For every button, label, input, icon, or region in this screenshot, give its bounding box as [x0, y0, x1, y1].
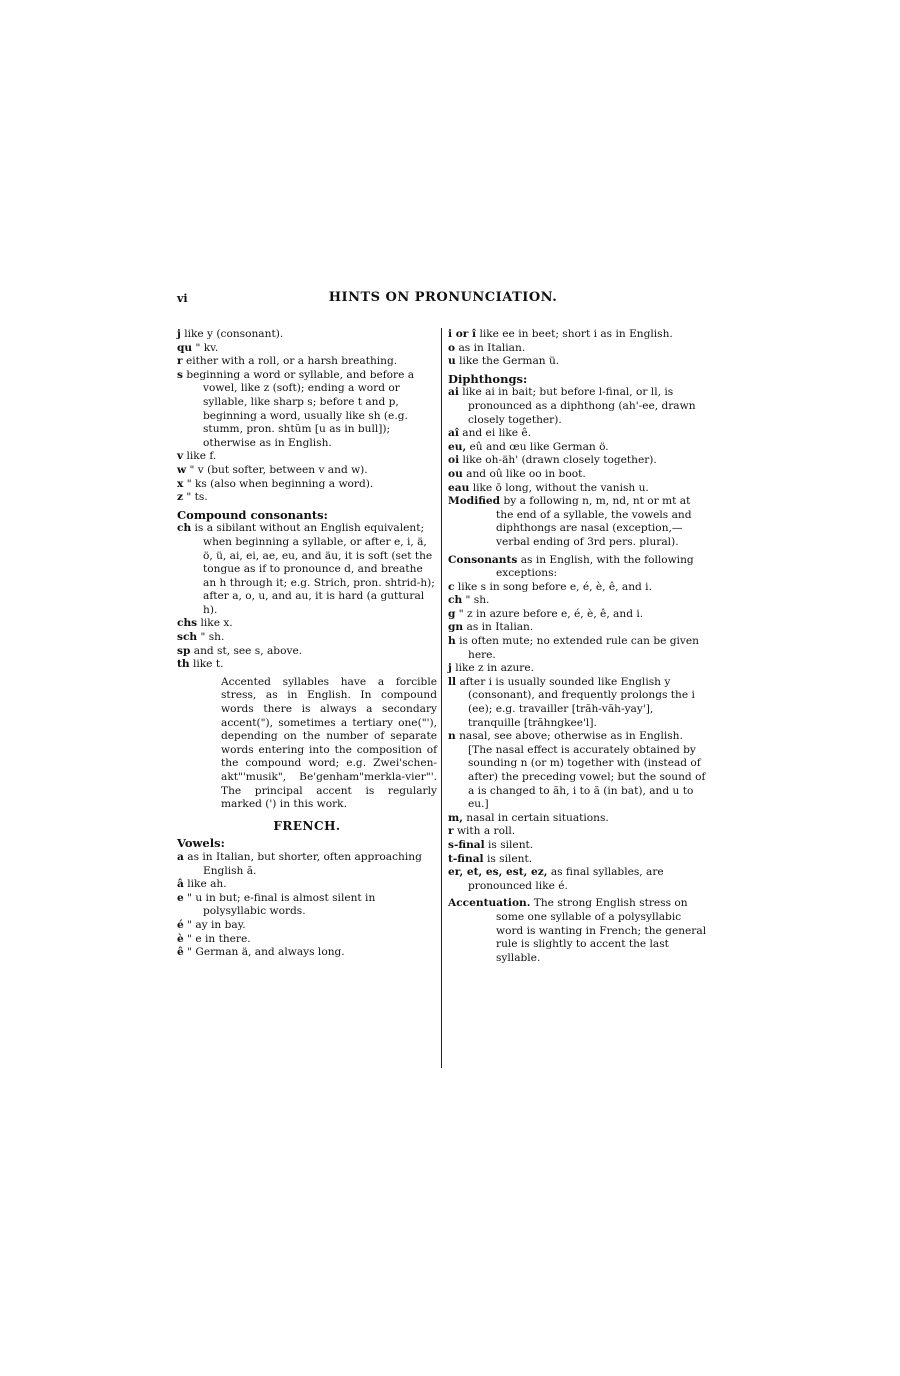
entry-key: sch [177, 631, 198, 644]
entry-key: g [448, 607, 456, 620]
entry-text: " v (but softer, between v and w). [189, 463, 368, 476]
entry-key: ê [177, 946, 184, 959]
list-item [177, 645, 437, 659]
list-item [177, 878, 437, 892]
entry-text: is often mute; no extended rule can be given here. [459, 635, 699, 661]
entry-key: é [177, 918, 184, 931]
entry-text: as in Italian. [466, 621, 534, 634]
entry-key: è [177, 932, 184, 945]
entry-text: is a sibilant without an English equivalent; when beginning a syllable, or after e, i, ä, ö, ü, ai, ei, ae, eu, and äu, it is soft (set the tongue as if to pronounce d, and breathe an h through it; e.g. Strich, pron. shtrid-h); after a, o, u, and au, it is hard (a guttural h). [194, 522, 435, 616]
entry-text: as in Italian. [458, 341, 526, 354]
list-item [448, 454, 709, 468]
list-item [448, 386, 709, 427]
consonants-entry [448, 554, 709, 581]
list-item [448, 853, 709, 867]
list-item [177, 946, 437, 960]
list-item [448, 608, 709, 622]
entry-text: " kv. [195, 341, 219, 354]
entry-key: r [177, 355, 183, 368]
entry-text: like ah. [187, 878, 227, 891]
entry-text: like s in song before e, é, è, ê, and i. [457, 580, 652, 593]
list-item [177, 851, 437, 878]
right-column [448, 328, 709, 965]
list-item [177, 355, 437, 369]
entry-key: a [177, 850, 184, 863]
entry-text: " z in azure before e, é, è, ê, and i. [458, 607, 644, 620]
entry-key: u [448, 355, 456, 368]
entry-key: e [177, 891, 184, 904]
entry-key: n [448, 730, 456, 743]
modified-entry [448, 495, 709, 549]
entry-key: c [448, 580, 455, 593]
list-item [448, 355, 709, 369]
entry-key: o [448, 341, 456, 354]
entry-text: and ei like ê. [462, 427, 532, 440]
entry-text: " sh. [465, 594, 490, 607]
entry-text: beginning a word or syllable, and before a vowel, like z (soft); ending a word or syllable, like sharp s; before t and p, beginning a word, usually like sh (e.g. stumm, pron. shtŭm [u as in bull]); otherwise as in English. [186, 368, 415, 449]
column-divider [441, 328, 442, 1068]
entry-text: is silent. [488, 838, 534, 851]
entry-text: " ts. [186, 491, 208, 504]
entry-text: with a roll. [456, 825, 516, 838]
entry-text: either with a roll, or a harsh breathing. [185, 355, 398, 368]
entry-text: " German ä, and always long. [187, 946, 345, 959]
left-column [177, 328, 437, 960]
entry-key: t-final [448, 852, 484, 865]
entry-key: x [177, 477, 184, 490]
entry-key: th [177, 658, 190, 671]
entry-text: like ai in bait; but before l-final, or ll, is pronounced as a diphthong (ah'-ee, drawn closely together). [462, 386, 696, 426]
entry-text: " e in there. [187, 932, 251, 945]
entry-text: like oh-äh' (drawn closely together). [462, 454, 657, 467]
page-number: vi [177, 292, 188, 305]
list-item [177, 369, 437, 451]
list-item [177, 631, 437, 645]
french-heading: FRENCH. [273, 818, 341, 833]
list-item [448, 635, 709, 662]
list-item [448, 866, 709, 893]
entry-text: " sh. [200, 631, 225, 644]
diphthongs-heading: Diphthongs: [448, 371, 528, 386]
list-item [177, 342, 437, 356]
list-item [448, 662, 709, 676]
list-item [448, 730, 709, 812]
vowels-heading: Vowels: [177, 836, 225, 851]
entry-text: nasal, see above; otherwise as in English. [The nasal effect is accurately obtained by sounding n (or m) together with (instead of after) the preceding vowel; but the sound of a is changed to ăh, i to ă (in bat), and u to eu.] [459, 730, 706, 811]
running-title: HINTS ON PRONUNCIATION. [328, 290, 558, 305]
entry-key: eau [448, 481, 470, 494]
french-consonant-list [448, 581, 709, 894]
entry-key: oi [448, 454, 460, 467]
list-item [448, 812, 709, 826]
list-item [448, 594, 709, 608]
entry-text: like the German ü. [459, 355, 560, 368]
list-item [448, 825, 709, 839]
entry-key: z [177, 491, 184, 504]
entry-key: chs [177, 617, 198, 630]
list-item [177, 328, 437, 342]
entry-text: nasal in certain situations. [466, 811, 609, 824]
entry-text: like z in azure. [455, 662, 534, 675]
accentuation-entry [448, 897, 709, 965]
entry-key: w [177, 463, 187, 476]
list-item [448, 427, 709, 441]
consonants-text: as in English, with the following exceptions: [496, 553, 694, 580]
list-item [448, 839, 709, 853]
list-item [448, 468, 709, 482]
vowel-list [177, 851, 437, 960]
list-item [177, 478, 437, 492]
entry-key: v [177, 450, 184, 463]
entry-key: sp [177, 644, 191, 657]
vowel-continued-list [448, 328, 709, 369]
entry-text: like ō long, without the vanish u. [472, 481, 649, 494]
entry-key: er, et, es, est, ez, [448, 866, 548, 879]
entry-text: like ee in beet; short i as in English. [479, 328, 673, 340]
entry-text: like y (consonant). [184, 328, 284, 340]
entry-text: is silent. [486, 852, 533, 865]
list-item [177, 919, 437, 933]
entry-key: â [177, 878, 184, 891]
list-item [448, 676, 709, 730]
entry-key: aî [448, 427, 459, 440]
list-item [448, 482, 709, 496]
entry-key: qu [177, 341, 193, 354]
list-item [177, 658, 437, 672]
list-item [177, 933, 437, 947]
list-item [177, 464, 437, 478]
entry-text: like f. [186, 450, 217, 463]
list-item [448, 328, 709, 342]
list-item [177, 617, 437, 631]
entry-key: j [177, 328, 181, 340]
entry-key: eu, [448, 440, 467, 453]
entry-key: ch [448, 594, 463, 607]
accentuation-key: Accentuation. [448, 897, 531, 910]
entry-text: and st, see s, above. [193, 644, 303, 657]
entry-text: after i is usually sounded like English y (consonant), and frequently prolongs the i (ee); e.g. travailler [trăh-văh-yay'], tranquille [trăhngkee'l]. [459, 675, 695, 729]
list-item [177, 522, 437, 617]
entry-key: gn [448, 621, 464, 634]
entry-key: ll [448, 675, 457, 688]
accentuation-text: The strong English stress on some one syllable of a polysyllabic word is wanting in French; the general rule is slightly to accent the last syllable. [496, 897, 707, 964]
entry-text: as in Italian, but shorter, often approaching English ă. [187, 850, 422, 877]
list-item [448, 621, 709, 635]
list-item [448, 581, 709, 595]
diphthong-list [448, 386, 709, 495]
entry-text: and oû like oo in boot. [466, 467, 586, 480]
entry-text: like t. [192, 658, 224, 671]
german-consonant-list [177, 328, 437, 505]
list-item [177, 491, 437, 505]
compound-consonants-heading: Compound consonants: [177, 507, 328, 522]
list-item [177, 450, 437, 464]
book-page [177, 288, 709, 1078]
entry-text: eû and œu like German ö. [469, 440, 609, 453]
accent-paragraph: Accented syllables have a forcible stress, as in English. In compound words there is always a secondary accent("), sometimes a tertiary one("'), depending on the number of separate words entering into the composition of the compound word; e.g. Zwei'schen-akt"'musik", Be'genham"merkla-vier"'. The principal accent is regularly marked (') in this work. [221, 675, 437, 811]
page-header [177, 288, 709, 310]
entry-key: ou [448, 467, 463, 480]
list-item [448, 342, 709, 356]
entry-text: as final syllables, are pronounced like é. [468, 866, 664, 892]
entry-text: " ay in bay. [187, 918, 246, 931]
compound-consonant-list [177, 522, 437, 672]
entry-key: ai [448, 386, 459, 399]
modified-text: by a following n, m, nd, nt or mt at the end of a syllable, the vowels and diphthongs are nasal (exception,—verbal ending of 3rd pers. plural). [496, 495, 692, 548]
entry-key: i or î [448, 328, 477, 340]
list-item [448, 441, 709, 455]
consonants-key: Consonants [448, 553, 518, 566]
entry-text: " ks (also when beginning a word). [186, 477, 374, 490]
entry-text: " u in but; e-final is almost silent in polysyllabic words. [187, 891, 376, 918]
entry-key: m, [448, 811, 463, 824]
list-item [177, 892, 437, 919]
entry-key: r [448, 825, 454, 838]
entry-key: ch [177, 522, 192, 535]
modified-key: Modified [448, 495, 501, 508]
entry-key: j [448, 662, 452, 675]
entry-text: like x. [200, 617, 233, 630]
entry-key: s-final [448, 838, 485, 851]
entry-key: h [448, 635, 456, 648]
entry-key: s [177, 368, 183, 381]
